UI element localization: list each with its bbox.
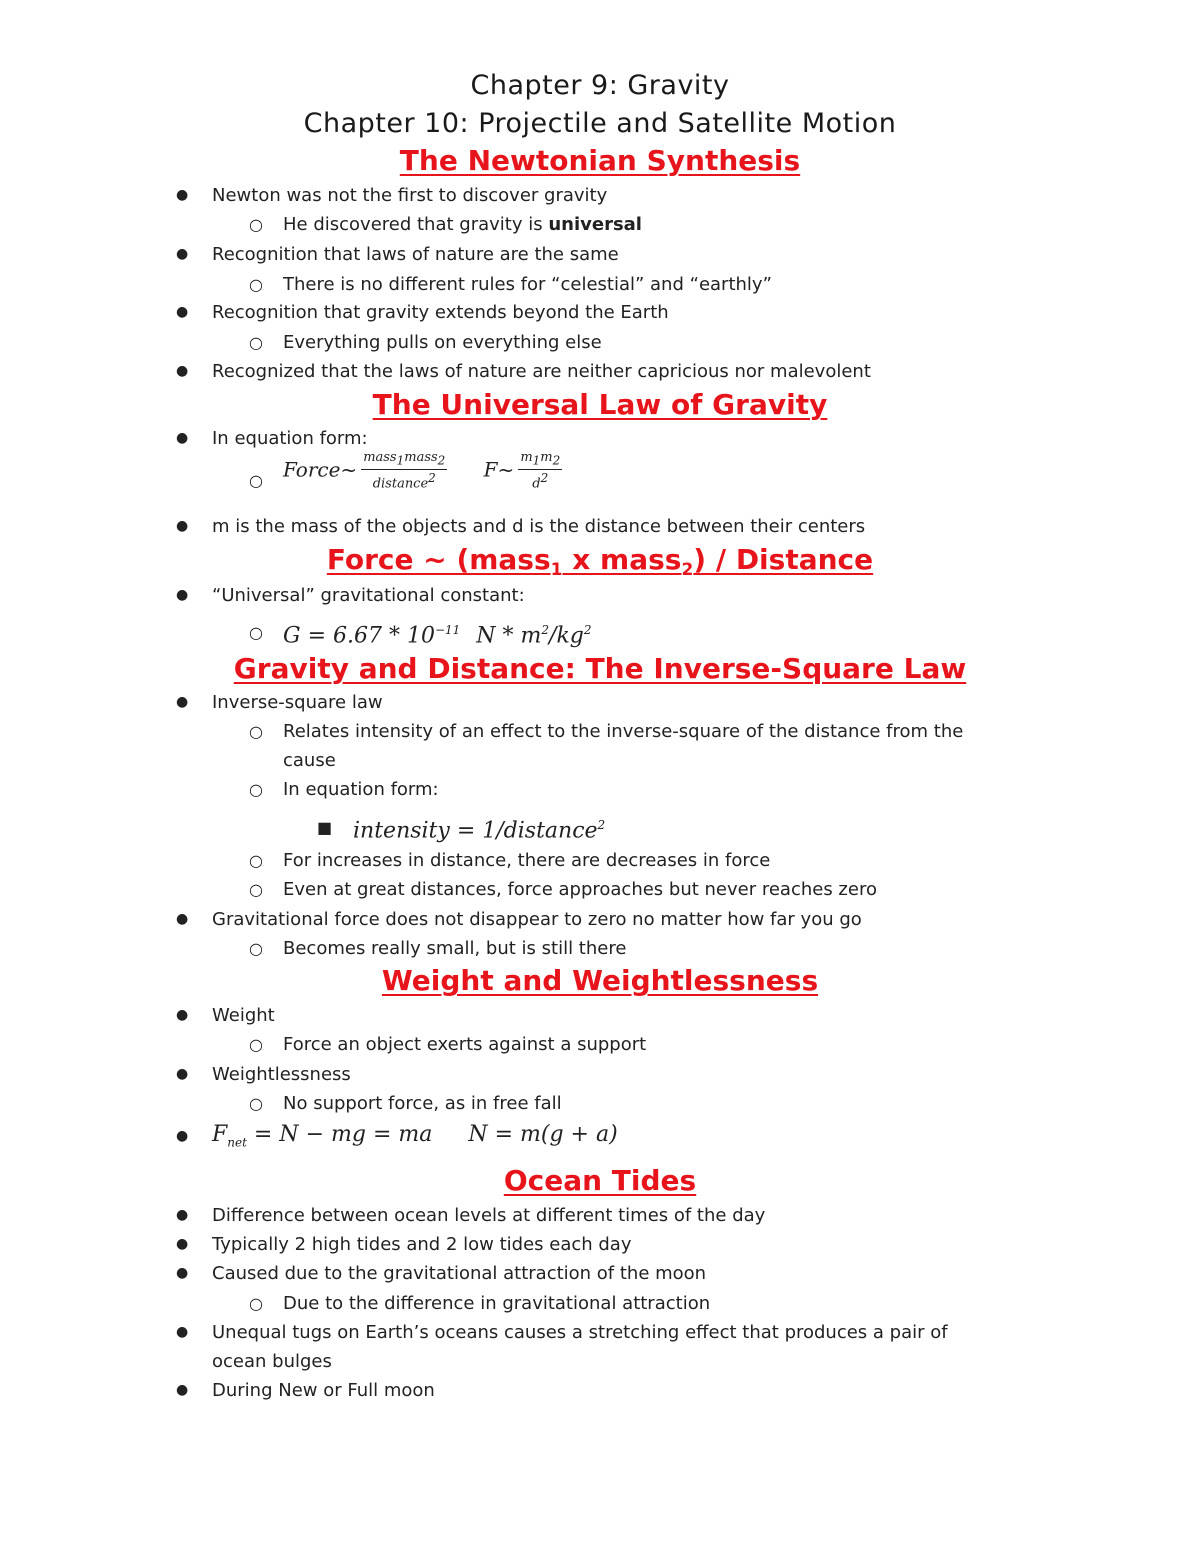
open-bullet-icon: ○ (249, 623, 263, 642)
heading-ocean-tides: Ocean Tides (503, 1164, 697, 1197)
square-bullet-icon: ■ (317, 818, 333, 837)
bullet-icon: ● (176, 1236, 189, 1252)
list-item-text: No support force, as in free fall (283, 1093, 562, 1114)
list-item-text: He discovered that gravity is universal (283, 214, 642, 235)
list-item-text: m is the mass of the objects and d is the distance between their centers (212, 516, 866, 537)
list-item-text: Newton was not the first to discover gravity (212, 185, 608, 206)
bullet-icon: ● (176, 1066, 189, 1082)
bullet-icon: ● (176, 187, 189, 203)
keyword-universal: universal (548, 214, 642, 235)
list-item-text: Relates intensity of an effect to the inverse-square of the distance from the (283, 721, 964, 742)
heading-inverse-square: Gravity and Distance: The Inverse-Square Law (233, 652, 967, 685)
heading-universal-law: The Universal Law of Gravity (372, 388, 828, 421)
bullet-icon: ● (176, 1265, 189, 1281)
list-item-text: Weightlessness (212, 1064, 351, 1085)
list-item-text: “Universal” gravitational constant: (212, 585, 525, 606)
heading-newtonian-synthesis: The Newtonian Synthesis (399, 144, 801, 177)
equation-intensity: intensity = 1/distance$^2$ (353, 818, 606, 844)
list-item-text: Everything pulls on everything else (283, 332, 602, 353)
equation-gravitational-constant: $G = 6.67 * 10^{-11}$ N * $m^2/kg^2$ (283, 623, 592, 649)
bullet-icon: ● (176, 1007, 189, 1023)
open-bullet-icon: ○ (249, 722, 263, 741)
list-item-text: Becomes really small, but is still there (283, 938, 627, 959)
open-bullet-icon: ○ (249, 939, 263, 958)
open-bullet-icon: ○ (249, 1294, 263, 1313)
bullet-icon: ● (176, 1207, 189, 1223)
list-item-text: Inverse-square law (212, 692, 383, 713)
list-item-text: ocean bulges (212, 1351, 332, 1372)
open-bullet-icon: ○ (249, 1035, 263, 1054)
fraction: $\frac{m_1m_2}{d^2}$ (520, 450, 561, 491)
bullet-icon: ● (176, 1324, 189, 1340)
list-item-text: There is no different rules for “celestial” and “earthly” (283, 274, 772, 295)
list-item-text: Typically 2 high tides and 2 low tides each day (212, 1234, 632, 1255)
fraction: $\frac{mass_1mass_2}{distance^2}$ (363, 450, 446, 491)
list-item-text: Recognition that laws of nature are the same (212, 244, 619, 265)
open-bullet-icon: ○ (249, 471, 263, 490)
bullet-icon: ● (176, 1128, 189, 1144)
open-bullet-icon: ○ (249, 851, 263, 870)
chapter-10-title: Chapter 10: Projectile and Satellite Motion (303, 108, 897, 139)
open-bullet-icon: ○ (249, 780, 263, 799)
list-item-text: Unequal tugs on Earth’s oceans causes a stretching effect that produces a pair of (212, 1322, 948, 1343)
bullet-icon: ● (176, 911, 189, 927)
open-bullet-icon: ○ (249, 880, 263, 899)
list-item-text: Even at great distances, force approaches but never reaches zero (283, 879, 877, 900)
equation-net-force: $F_{net} = N$ − mg = ma N = m(g + a) (212, 1122, 618, 1150)
list-item-text: Caused due to the gravitational attraction of the moon (212, 1263, 707, 1284)
open-bullet-icon: ○ (249, 275, 263, 294)
equation-force-proportional: Force~ $\frac{mass_1mass_2}{distance^2}$ F~ $\frac{m_1m_2}{d^2}$ (283, 450, 561, 491)
list-item-text: Recognized that the laws of nature are neither capricious nor malevolent (212, 361, 871, 382)
list-item-text: For increases in distance, there are decreases in force (283, 850, 771, 871)
bullet-icon: ● (176, 363, 189, 379)
bullet-icon: ● (176, 1382, 189, 1398)
bullet-icon: ● (176, 246, 189, 262)
list-item-text: Gravitational force does not disappear to zero no matter how far you go (212, 909, 862, 930)
list-item-text: Recognition that gravity extends beyond the Earth (212, 302, 669, 323)
bullet-icon: ● (176, 304, 189, 320)
heading-force-formula: Force ~ (mass$_1$ x mass$_2$) / Distance (326, 543, 874, 580)
list-item-text: In equation form: (283, 779, 439, 800)
heading-weight: Weight and Weightlessness (381, 964, 819, 997)
open-bullet-icon: ○ (249, 215, 263, 234)
list-item-text: cause (283, 750, 336, 771)
chapter-9-title: Chapter 9: Gravity (470, 70, 730, 101)
list-item-text: Force an object exerts against a support (283, 1034, 647, 1055)
bullet-icon: ● (176, 694, 189, 710)
list-item-text: Weight (212, 1005, 275, 1026)
open-bullet-icon: ○ (249, 1094, 263, 1113)
list-item-text: During New or Full moon (212, 1380, 435, 1401)
bullet-icon: ● (176, 518, 189, 534)
bullet-icon: ● (176, 587, 189, 603)
list-item-text: Difference between ocean levels at different times of the day (212, 1205, 766, 1226)
list-item-text: Due to the difference in gravitational attraction (283, 1293, 711, 1314)
open-bullet-icon: ○ (249, 333, 263, 352)
bullet-icon: ● (176, 430, 189, 446)
list-item-text: In equation form: (212, 428, 368, 449)
